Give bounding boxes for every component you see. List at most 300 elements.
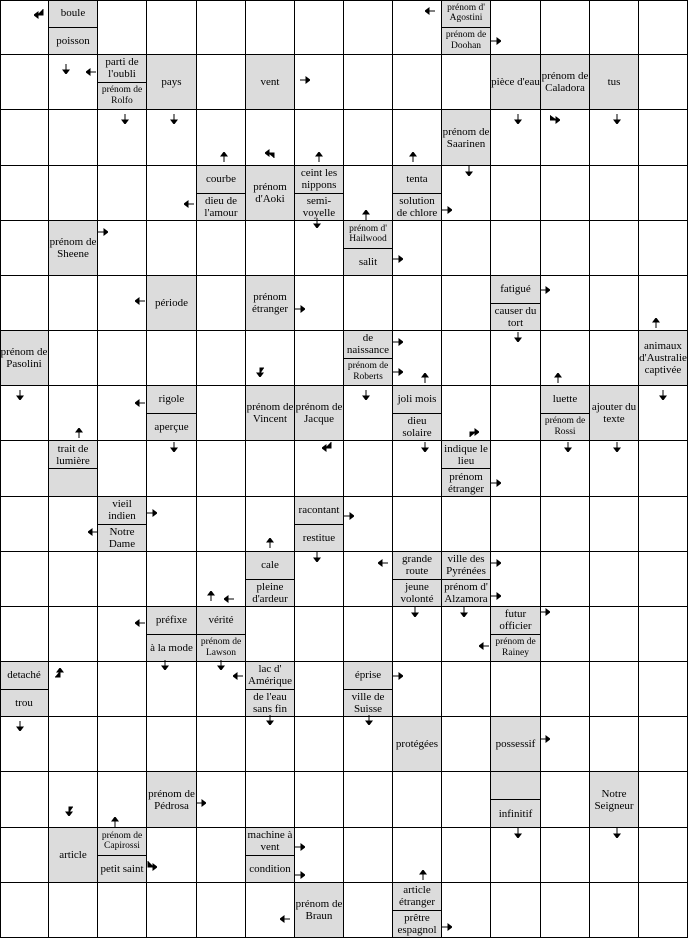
clue-text: trou: [0, 689, 48, 717]
arrow-up-icon: [265, 538, 275, 548]
answer-cell[interactable]: [590, 166, 639, 221]
arrow-down-icon: [169, 442, 179, 452]
clue-cell: [147, 276, 197, 331]
answer-cell[interactable]: [147, 883, 197, 938]
answer-cell[interactable]: [344, 0, 393, 55]
answer-cell[interactable]: [541, 497, 590, 552]
answer-cell[interactable]: [344, 883, 393, 938]
clue-cell: [541, 386, 590, 441]
answer-cell[interactable]: [639, 883, 688, 938]
clue-text: salit: [344, 248, 392, 276]
arrow-down-icon: [459, 607, 469, 617]
answer-cell[interactable]: [295, 221, 344, 276]
arrow-down-icon: [15, 721, 25, 731]
answer-cell[interactable]: [246, 331, 295, 386]
answer-cell[interactable]: [246, 441, 295, 497]
answer-cell[interactable]: [344, 55, 393, 110]
answer-cell[interactable]: [639, 166, 688, 221]
clue-text: ville de Suisse: [344, 689, 392, 717]
answer-cell[interactable]: [393, 55, 442, 110]
arrow-left-down-icon: [64, 806, 74, 816]
arrow-left-down-icon: [255, 367, 265, 377]
grid-left-edge: [0, 0, 1, 938]
clue-cell: [49, 441, 98, 497]
answer-cell[interactable]: [442, 717, 491, 772]
answer-cell[interactable]: [295, 0, 344, 55]
arrow-right-icon: [491, 478, 501, 488]
arrow-down-icon: [658, 390, 668, 400]
answer-cell[interactable]: [541, 717, 590, 772]
answer-cell[interactable]: [442, 331, 491, 386]
clue-text: de l'eau sans fin: [246, 689, 294, 717]
answer-cell[interactable]: [147, 221, 197, 276]
clue-text: aperçue: [147, 413, 196, 441]
answer-cell[interactable]: [639, 828, 688, 883]
clue-cell: [295, 386, 344, 441]
answer-cell[interactable]: [442, 55, 491, 110]
clue-text: article: [59, 849, 87, 861]
answer-cell[interactable]: [98, 331, 147, 386]
answer-cell[interactable]: [344, 607, 393, 662]
clue-cell: [393, 883, 442, 938]
answer-cell[interactable]: [639, 55, 688, 110]
answer-cell[interactable]: [49, 110, 98, 166]
answer-cell[interactable]: [491, 883, 541, 938]
clue-text: prénom de Rainey: [491, 634, 540, 662]
answer-cell[interactable]: [0, 607, 49, 662]
clue-text: prénom d' Hailwood: [349, 223, 387, 245]
arrow-right-icon: [442, 205, 452, 215]
clue-text: racontant: [298, 504, 340, 517]
answer-cell[interactable]: [197, 552, 246, 607]
arrow-down-left-icon: [34, 9, 44, 19]
answer-cell[interactable]: [0, 552, 49, 607]
answer-cell[interactable]: [49, 55, 98, 110]
answer-cell[interactable]: [344, 717, 393, 772]
clue-cell: [246, 166, 295, 221]
answer-cell[interactable]: [639, 441, 688, 497]
clue-text: luette: [552, 393, 578, 406]
answer-cell[interactable]: [246, 221, 295, 276]
answer-cell[interactable]: [590, 717, 639, 772]
answer-cell[interactable]: [98, 441, 147, 497]
answer-cell[interactable]: [442, 221, 491, 276]
answer-cell[interactable]: [0, 497, 49, 552]
arrow-right-icon: [491, 558, 501, 568]
clue-text: ville des Pyrénées: [446, 553, 486, 578]
clue-cell: [295, 883, 344, 938]
answer-cell[interactable]: [246, 883, 295, 938]
arrow-down-icon: [464, 166, 474, 176]
answer-cell[interactable]: [98, 0, 147, 55]
arrow-down-icon: [169, 114, 179, 124]
answer-cell[interactable]: [639, 276, 688, 331]
clue-cell: [393, 717, 442, 772]
clue-cell: [49, 828, 98, 883]
answer-cell[interactable]: [442, 662, 491, 717]
answer-cell[interactable]: [295, 441, 344, 497]
answer-cell[interactable]: [0, 110, 49, 166]
clue-text: [49, 468, 97, 496]
answer-cell[interactable]: [541, 221, 590, 276]
clue-cell: [197, 607, 246, 662]
clue-text: pleine d'ardeur: [246, 579, 294, 607]
arrow-left-icon: [135, 398, 145, 408]
answer-cell[interactable]: [98, 662, 147, 717]
clue-cell: [197, 166, 246, 221]
arrow-down-icon: [216, 660, 226, 670]
clue-cell: [442, 0, 491, 55]
clue-cell: [246, 828, 295, 883]
answer-cell[interactable]: [49, 166, 98, 221]
clue-cell: [246, 552, 295, 607]
answer-cell[interactable]: [0, 276, 49, 331]
answer-cell[interactable]: [246, 717, 295, 772]
answer-cell[interactable]: [49, 883, 98, 938]
clue-cell: [639, 331, 688, 386]
answer-cell[interactable]: [344, 441, 393, 497]
arrow-down-icon: [410, 607, 420, 617]
clue-text: causer du tort: [491, 303, 540, 331]
clue-text: restitue: [295, 524, 343, 552]
clue-text: parti de l'oubli: [105, 56, 139, 81]
clue-cell: [49, 221, 98, 276]
answer-cell[interactable]: [295, 717, 344, 772]
answer-cell[interactable]: [393, 441, 442, 497]
answer-cell[interactable]: [442, 276, 491, 331]
clue-text: courbe: [206, 173, 236, 186]
clue-text: prénom étranger: [442, 468, 490, 496]
answer-cell[interactable]: [295, 662, 344, 717]
answer-cell[interactable]: [442, 497, 491, 552]
clue-text: semi-voyelle: [295, 193, 343, 221]
clue-text: prénom de Rolfo: [98, 82, 146, 110]
arrow-right-icon: [442, 922, 452, 932]
answer-cell[interactable]: [639, 772, 688, 828]
answer-cell[interactable]: [49, 772, 98, 828]
answer-cell[interactable]: [491, 662, 541, 717]
arrow-up-icon: [206, 591, 216, 601]
answer-cell[interactable]: [442, 828, 491, 883]
arrow-right-icon: [393, 671, 403, 681]
clue-cell: [246, 55, 295, 110]
clue-text: machine à vent: [247, 829, 293, 854]
answer-cell[interactable]: [197, 497, 246, 552]
answer-cell[interactable]: [393, 221, 442, 276]
clue-text: prénom de Saarinen: [442, 125, 490, 150]
arrow-left-icon: [224, 594, 234, 604]
answer-cell[interactable]: [590, 331, 639, 386]
answer-cell[interactable]: [246, 772, 295, 828]
answer-cell[interactable]: [197, 883, 246, 938]
clue-text: vérité: [208, 614, 234, 627]
answer-cell[interactable]: [295, 772, 344, 828]
clue-text: vent: [260, 76, 280, 88]
clue-text: prénom étranger: [251, 291, 289, 315]
answer-cell[interactable]: [49, 552, 98, 607]
answer-cell[interactable]: [147, 717, 197, 772]
answer-cell[interactable]: [541, 166, 590, 221]
answer-cell[interactable]: [246, 607, 295, 662]
arrow-right-down-icon: [550, 114, 560, 124]
answer-cell[interactable]: [491, 497, 541, 552]
clue-text: prénom de Jacque: [295, 401, 343, 425]
clue-text: lac d' Amérique: [248, 663, 292, 688]
answer-cell[interactable]: [541, 552, 590, 607]
answer-cell[interactable]: [393, 772, 442, 828]
answer-cell[interactable]: [541, 0, 590, 55]
arrow-down-icon: [61, 64, 71, 74]
answer-cell[interactable]: [295, 607, 344, 662]
answer-cell[interactable]: [98, 883, 147, 938]
clue-cell: [491, 55, 541, 110]
clue-cell: [295, 166, 344, 221]
answer-cell[interactable]: [0, 883, 49, 938]
clue-cell: [147, 55, 197, 110]
arrow-left-icon: [135, 618, 145, 628]
clue-text: prénom de Doohan: [442, 27, 490, 55]
arrow-right-icon: [540, 285, 550, 295]
arrow-right-icon: [491, 36, 501, 46]
clue-cell: [590, 386, 639, 441]
arrow-down-icon: [513, 114, 523, 124]
answer-cell[interactable]: [98, 386, 147, 441]
arrow-right-up-icon: [469, 428, 479, 438]
answer-cell[interactable]: [541, 772, 590, 828]
answer-cell[interactable]: [541, 331, 590, 386]
answer-cell[interactable]: [197, 276, 246, 331]
clue-text: prénom de Caladora: [541, 70, 589, 94]
arrow-down-icon: [265, 715, 275, 725]
answer-cell[interactable]: [147, 166, 197, 221]
arrow-up-icon: [361, 210, 371, 220]
clue-text: prénom de Pédrosa: [148, 787, 195, 812]
clue-text: Notre Dame: [98, 524, 146, 552]
answer-cell[interactable]: [49, 497, 98, 552]
answer-cell[interactable]: [197, 55, 246, 110]
answer-cell[interactable]: [590, 552, 639, 607]
answer-cell[interactable]: [147, 828, 197, 883]
answer-cell[interactable]: [147, 0, 197, 55]
arrow-up-right-icon: [54, 668, 64, 678]
clue-cell: [344, 221, 393, 276]
arrow-down-icon: [420, 442, 430, 452]
clue-text: tenta: [406, 173, 428, 186]
arrow-right-icon: [295, 842, 305, 852]
answer-cell[interactable]: [590, 497, 639, 552]
clue-text: joli mois: [397, 393, 437, 406]
answer-cell[interactable]: [344, 110, 393, 166]
clue-cell: [147, 772, 197, 828]
clue-text: detaché: [7, 669, 41, 682]
clue-text: trait de lumière: [56, 442, 90, 467]
arrow-right-icon: [147, 508, 157, 518]
answer-cell[interactable]: [147, 331, 197, 386]
answer-cell[interactable]: [491, 221, 541, 276]
arrow-right-icon: [344, 511, 354, 521]
answer-cell[interactable]: [197, 0, 246, 55]
clue-text: prénom de Lawson: [197, 634, 245, 662]
clue-text: prénom d' Alzamora: [442, 579, 490, 607]
answer-cell[interactable]: [344, 828, 393, 883]
arrow-right-icon: [98, 227, 108, 237]
clue-cell: [442, 552, 491, 607]
clue-text: prénom de Rossi: [541, 413, 589, 441]
clue-text: prénom de Roberts: [344, 358, 392, 386]
answer-cell[interactable]: [98, 552, 147, 607]
answer-cell[interactable]: [491, 0, 541, 55]
arrow-down-icon: [361, 390, 371, 400]
arrow-left-icon: [425, 6, 435, 16]
clue-text: poisson: [49, 27, 97, 55]
answer-cell[interactable]: [590, 276, 639, 331]
arrow-down-icon: [513, 828, 523, 838]
answer-cell[interactable]: [197, 828, 246, 883]
answer-cell[interactable]: [295, 331, 344, 386]
clue-text: vieil indien: [108, 498, 136, 523]
answer-cell[interactable]: [147, 662, 197, 717]
clue-text: boule: [60, 7, 86, 20]
answer-cell[interactable]: [197, 331, 246, 386]
clue-text: tus: [607, 76, 621, 88]
clue-cell: [0, 662, 49, 717]
answer-cell[interactable]: [639, 497, 688, 552]
arrow-down-icon: [120, 114, 130, 124]
arrow-up-icon: [553, 373, 563, 383]
answer-cell[interactable]: [393, 276, 442, 331]
answer-cell[interactable]: [639, 0, 688, 55]
clue-cell: [590, 55, 639, 110]
arrow-down-icon: [612, 442, 622, 452]
answer-cell[interactable]: [0, 772, 49, 828]
answer-cell[interactable]: [344, 497, 393, 552]
answer-cell[interactable]: [590, 0, 639, 55]
arrow-down-right-icon: [147, 861, 157, 871]
arrow-left-icon: [86, 67, 96, 77]
answer-cell[interactable]: [590, 883, 639, 938]
clue-cell: [98, 828, 147, 883]
answer-cell[interactable]: [393, 497, 442, 552]
answer-cell[interactable]: [639, 662, 688, 717]
answer-cell[interactable]: [639, 717, 688, 772]
answer-cell[interactable]: [442, 386, 491, 441]
arrow-left-icon: [233, 671, 243, 681]
answer-cell[interactable]: [0, 828, 49, 883]
arrow-left-icon: [135, 296, 145, 306]
clue-cell: [147, 386, 197, 441]
answer-cell[interactable]: [590, 662, 639, 717]
clue-text: ceint les nippons: [300, 167, 338, 192]
clue-text: période: [155, 297, 188, 309]
arrow-left-up-icon: [265, 149, 275, 159]
arrow-down-icon: [312, 218, 322, 228]
answer-cell[interactable]: [0, 166, 49, 221]
answer-cell[interactable]: [590, 221, 639, 276]
arrow-down-icon: [612, 828, 622, 838]
clue-cell: [442, 441, 491, 497]
clue-text: prénom de Capirossi: [101, 830, 143, 852]
answer-cell[interactable]: [246, 0, 295, 55]
answer-cell[interactable]: [639, 221, 688, 276]
clue-text: à la mode: [147, 634, 196, 662]
answer-cell[interactable]: [344, 772, 393, 828]
answer-cell[interactable]: [98, 607, 147, 662]
answer-cell[interactable]: [49, 607, 98, 662]
answer-cell[interactable]: [0, 221, 49, 276]
clue-text: prénom d'Aoki: [253, 181, 287, 205]
arrow-right-icon: [295, 870, 305, 880]
clue-cell: [590, 772, 639, 828]
clue-text: de naissance: [346, 332, 390, 357]
answer-cell[interactable]: [197, 386, 246, 441]
answer-cell[interactable]: [541, 662, 590, 717]
clue-cell: [541, 55, 590, 110]
clue-text: pièce d'eau: [491, 76, 540, 88]
arrow-right-icon: [295, 304, 305, 314]
answer-cell[interactable]: [541, 110, 590, 166]
arrow-down-left-icon: [322, 442, 332, 452]
answer-cell[interactable]: [197, 717, 246, 772]
answer-cell[interactable]: [147, 552, 197, 607]
clue-cell: [393, 386, 442, 441]
answer-cell[interactable]: [98, 717, 147, 772]
clue-cell: [246, 276, 295, 331]
answer-cell[interactable]: [491, 166, 541, 221]
clue-cell: [98, 497, 147, 552]
clue-cell: [442, 110, 491, 166]
answer-cell[interactable]: [590, 607, 639, 662]
arrow-right-icon: [540, 734, 550, 744]
clue-cell: [344, 662, 393, 717]
answer-cell[interactable]: [49, 331, 98, 386]
answer-cell[interactable]: [98, 166, 147, 221]
answer-cell[interactable]: [491, 386, 541, 441]
clue-text: grande route: [402, 553, 432, 578]
arrow-up-icon: [420, 373, 430, 383]
arrow-down-icon: [15, 390, 25, 400]
arrow-right-icon: [393, 254, 403, 264]
clue-text: possessif: [495, 738, 536, 750]
answer-cell[interactable]: [98, 772, 147, 828]
answer-cell[interactable]: [0, 441, 49, 497]
answer-cell[interactable]: [197, 221, 246, 276]
answer-cell[interactable]: [344, 276, 393, 331]
arrow-down-icon: [563, 442, 573, 452]
answer-cell[interactable]: [639, 607, 688, 662]
answer-cell[interactable]: [49, 717, 98, 772]
arrow-up-icon: [408, 152, 418, 162]
answer-cell[interactable]: [147, 497, 197, 552]
arrow-down-icon: [612, 114, 622, 124]
clue-text: prénom de Braun: [295, 898, 343, 922]
answer-cell[interactable]: [491, 441, 541, 497]
answer-cell[interactable]: [541, 828, 590, 883]
clue-text: rigole: [158, 393, 185, 406]
clue-cell: [295, 497, 344, 552]
answer-cell[interactable]: [49, 276, 98, 331]
clue-text: préfixe: [155, 614, 188, 627]
clue-text: Notre Seigneur: [594, 787, 634, 812]
arrow-up-icon: [314, 152, 324, 162]
arrow-left-icon: [479, 641, 489, 651]
answer-cell[interactable]: [0, 55, 49, 110]
answer-cell[interactable]: [442, 772, 491, 828]
answer-cell[interactable]: [639, 552, 688, 607]
answer-cell[interactable]: [197, 441, 246, 497]
answer-cell[interactable]: [541, 883, 590, 938]
answer-cell[interactable]: [639, 110, 688, 166]
clue-text: pays: [161, 76, 182, 88]
